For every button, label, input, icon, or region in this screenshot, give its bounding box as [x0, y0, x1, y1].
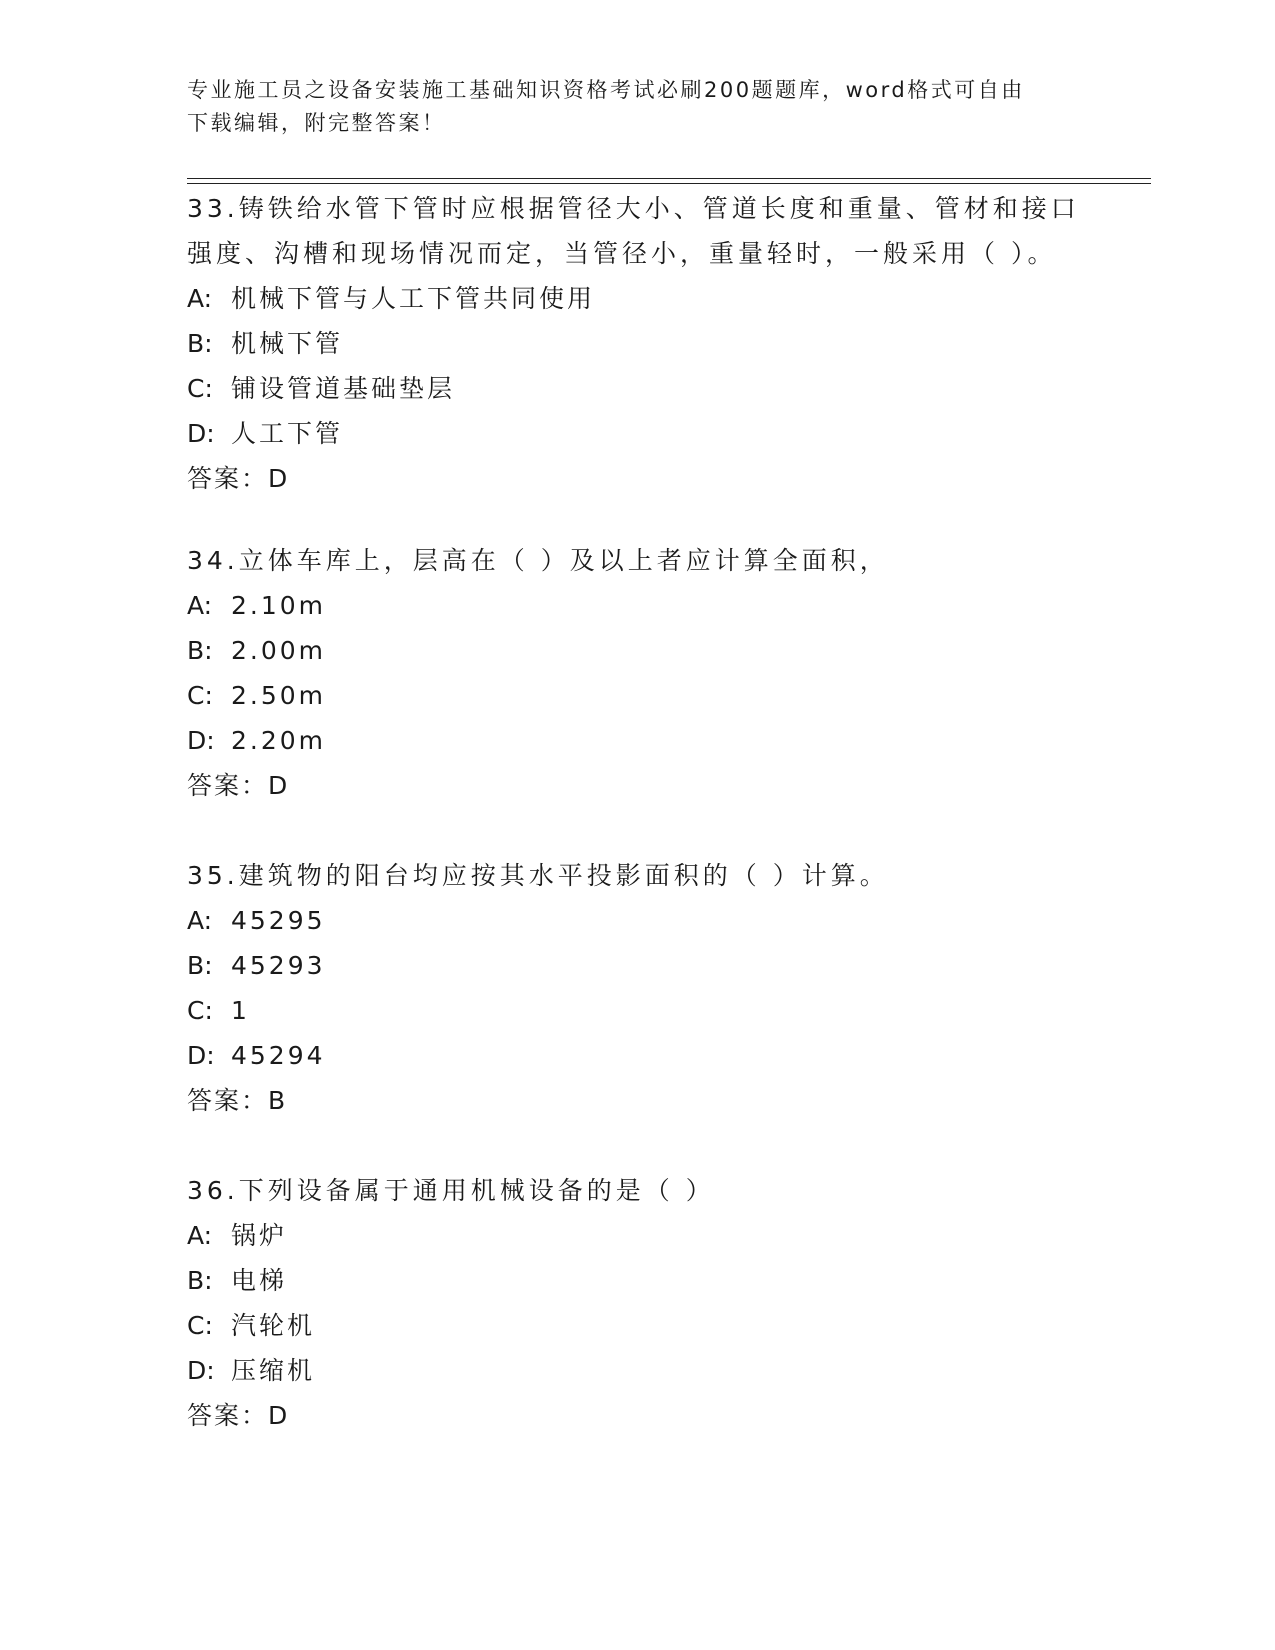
option-text: 机械下管 — [231, 329, 344, 358]
option-a — [187, 583, 1087, 628]
option-d — [187, 1348, 1087, 1393]
question-34 — [187, 538, 1087, 808]
option-d — [187, 718, 1087, 763]
option-c — [187, 673, 1087, 718]
question-36 — [187, 1168, 1087, 1438]
answer-label: 答案： — [187, 1401, 269, 1430]
option-letter: B: — [187, 636, 213, 665]
question-33 — [187, 186, 1087, 501]
option-c — [187, 1303, 1087, 1348]
option-letter: D: — [187, 726, 215, 755]
option-c — [187, 366, 1087, 411]
option-letter: B: — [187, 951, 213, 980]
option-text: 1 — [231, 996, 250, 1025]
option-letter: C: — [187, 681, 213, 710]
option-text: 45293 — [231, 951, 326, 980]
option-letter: D: — [187, 419, 215, 448]
answer-value: D — [268, 1401, 289, 1430]
option-b — [187, 943, 1087, 988]
option-letter: C: — [187, 996, 213, 1025]
header-line-2: 下载编辑，附完整答案！ — [187, 111, 446, 135]
option-d — [187, 1033, 1087, 1078]
option-letter: A: — [187, 284, 213, 313]
option-a — [187, 276, 1087, 321]
option-c — [187, 988, 1087, 1033]
question-35 — [187, 853, 1087, 1123]
option-text: 2.10m — [231, 591, 327, 620]
option-text: 汽轮机 — [231, 1311, 316, 1340]
question-text: 33.铸铁给水管下管时应根据管径大小、管道长度和重量、管材和接口强度、沟槽和现场情况而定，当管径小，重量轻时，一般采用（ ）。 — [187, 194, 1080, 268]
header-divider-bottom — [187, 183, 1151, 184]
option-letter: B: — [187, 329, 213, 358]
answer-line — [187, 1393, 1087, 1438]
option-a — [187, 898, 1087, 943]
question-text: 34.立体车库上，层高在（ ）及以上者应计算全面积， — [187, 546, 889, 575]
question-text: 35.建筑物的阳台均应按其水平投影面积的（ ）计算。 — [187, 861, 889, 890]
option-text: 2.20m — [231, 726, 327, 755]
option-text: 2.00m — [231, 636, 327, 665]
answer-line — [187, 1078, 1087, 1123]
option-text: 2.50m — [231, 681, 327, 710]
option-text: 45294 — [231, 1041, 326, 1070]
answer-line — [187, 763, 1087, 808]
option-b — [187, 628, 1087, 673]
option-letter: A: — [187, 1221, 213, 1250]
option-b — [187, 321, 1087, 366]
option-letter: A: — [187, 591, 213, 620]
option-b — [187, 1258, 1087, 1303]
header-line-1: 专业施工员之设备安装施工基础知识资格考试必刷200题题库，word格式可自由 — [187, 78, 1025, 102]
answer-label: 答案： — [187, 771, 269, 800]
answer-value: D — [268, 771, 289, 800]
option-text: 45295 — [231, 906, 326, 935]
option-letter: D: — [187, 1356, 215, 1385]
option-letter: C: — [187, 374, 213, 403]
option-a — [187, 1213, 1087, 1258]
option-letter: B: — [187, 1266, 213, 1295]
answer-value: D — [268, 464, 289, 493]
option-letter: A: — [187, 906, 213, 935]
option-text: 机械下管与人工下管共同使用 — [231, 284, 596, 313]
header-divider-top — [187, 178, 1151, 179]
answer-label: 答案： — [187, 464, 269, 493]
document-header — [187, 74, 1067, 140]
answer-label: 答案： — [187, 1086, 269, 1115]
option-text: 铺设管道基础垫层 — [231, 374, 456, 403]
option-text: 电梯 — [231, 1266, 288, 1295]
answer-line — [187, 456, 1087, 501]
question-text: 36.下列设备属于通用机械设备的是（ ） — [187, 1176, 715, 1205]
option-letter: D: — [187, 1041, 215, 1070]
option-d — [187, 411, 1087, 456]
option-text: 压缩机 — [231, 1356, 316, 1385]
option-text: 锅炉 — [231, 1221, 288, 1250]
answer-value: B — [268, 1086, 287, 1115]
option-letter: C: — [187, 1311, 213, 1340]
option-text: 人工下管 — [231, 419, 344, 448]
